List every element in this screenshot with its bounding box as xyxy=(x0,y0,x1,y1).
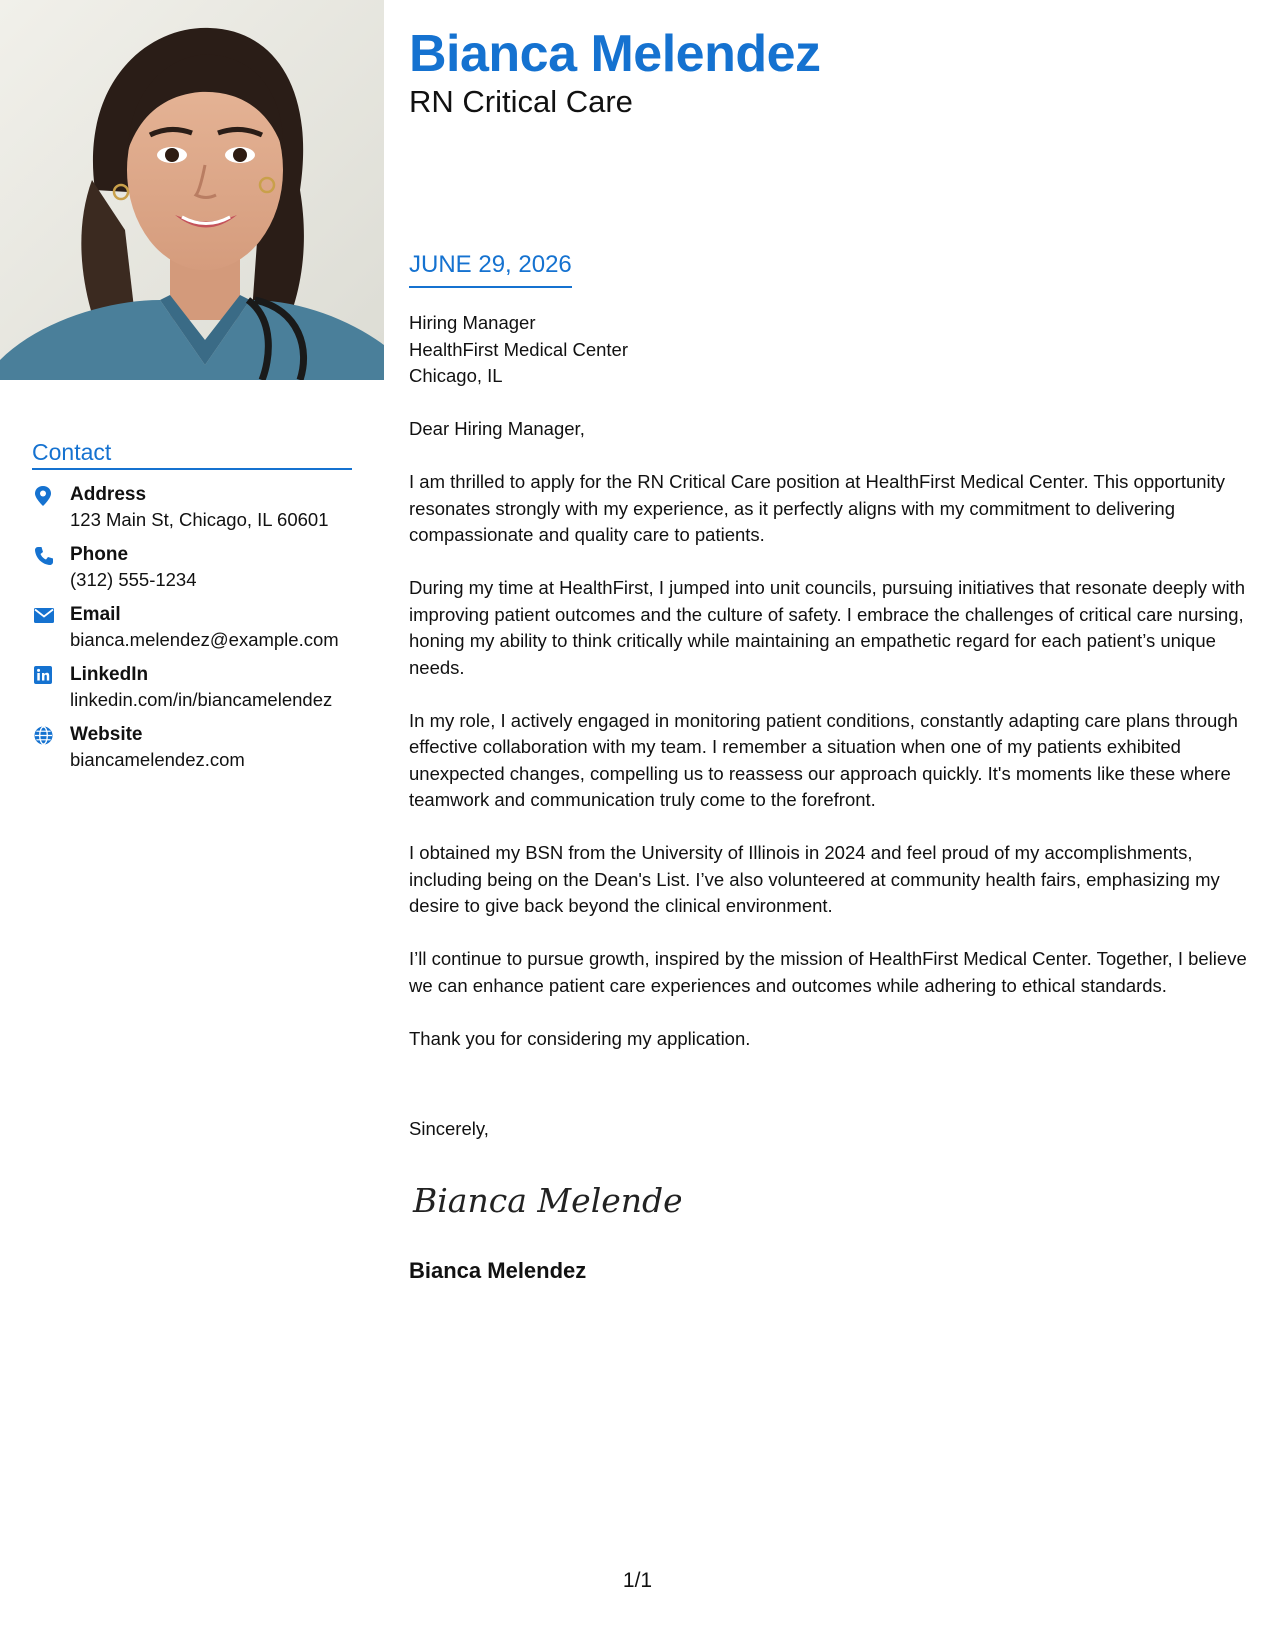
handwritten-signature xyxy=(411,1174,681,1226)
website-link[interactable]: biancamelendez.com xyxy=(70,749,245,770)
applicant-role: RN Critical Care xyxy=(409,84,633,119)
profile-photo xyxy=(0,0,384,380)
contact-label: Email xyxy=(70,604,121,625)
contact-item-phone xyxy=(32,543,352,592)
body-paragraph: Thank you for considering my application. xyxy=(409,1027,751,1049)
contact-label: Address xyxy=(70,484,147,505)
greeting: Dear Hiring Manager, xyxy=(409,418,585,439)
linkedin-icon xyxy=(32,663,70,712)
phone-value[interactable]: (312) 555-1234 xyxy=(70,569,197,590)
contact-label: Phone xyxy=(70,544,129,565)
letter-body xyxy=(409,416,1255,1079)
contact-item-linkedin xyxy=(32,663,352,712)
applicant-name: Bianca Melendez xyxy=(409,25,821,83)
body-paragraph: During my time at HealthFirst, I jumped into unit councils, pursuing initiatives that resonate deeply with improving patient outcomes and the culture of safety. I embrace the challenges of critical care nursing, honing my ability to think critically while maintaining an empathetic regard for each patient’s unique needs. xyxy=(409,577,1245,678)
contact-list xyxy=(32,483,352,772)
portrait-image xyxy=(0,0,384,380)
contact-label: Website xyxy=(70,724,143,745)
linkedin-link[interactable]: linkedin.com/in/biancamelendez xyxy=(70,689,333,710)
recipient-line: Hiring Manager xyxy=(409,312,536,333)
address-value: 123 Main St, Chicago, IL 60601 xyxy=(70,509,329,530)
body-paragraph: I am thrilled to apply for the RN Critical Care position at HealthFirst Medical Center. This opportunity resonates strongly with my experience, as it perfectly aligns with my commitment to delivering compassionate and quality care to patients. xyxy=(409,471,1226,545)
recipient-line: HealthFirst Medical Center xyxy=(409,338,628,360)
signed-name: Bianca Melendez xyxy=(409,1258,587,1283)
recipient-line: Chicago, IL xyxy=(409,365,503,386)
envelope-icon xyxy=(32,603,70,652)
phone-icon xyxy=(32,543,70,592)
contact-item-address xyxy=(32,483,352,532)
map-pin-icon xyxy=(32,483,70,532)
body-paragraph: I’ll continue to pursue growth, inspired by the mission of HealthFirst Medical Center. Together, I believe we can enhance patient care experiences and outcomes while adhering to ethical standards. xyxy=(409,948,1247,996)
contact-label: LinkedIn xyxy=(70,664,149,685)
body-paragraph: I obtained my BSN from the University of Illinois in 2024 and feel proud of my accomplishments, including being on the Dean's List. I’ve also volunteered at community health fairs, emphasizing my desire to give back beyond the clinical environment. xyxy=(409,842,1220,916)
closing: Sincerely, xyxy=(409,1118,489,1139)
recipient-block xyxy=(409,310,628,390)
contact-heading: Contact xyxy=(32,438,352,470)
body-paragraph: In my role, I actively engaged in monitoring patient conditions, constantly adapting care plans through effective collaboration with my team. I remember a situation when one of my patients exhibited unexpected changes, compelling us to reassess our approach quickly. It's moments like these where teamwork and communication truly come to the forefront. xyxy=(409,709,1238,810)
contact-sidebar xyxy=(32,438,352,783)
contact-item-email xyxy=(32,603,352,652)
email-link[interactable]: bianca.melendez@example.com xyxy=(70,629,339,650)
page-number: 1/1 xyxy=(622,1569,653,1592)
globe-icon xyxy=(32,723,70,772)
letter-main xyxy=(409,24,1255,1283)
letter-date: JUNE 29, 2026 xyxy=(409,250,572,288)
contact-item-website xyxy=(32,723,352,772)
signature-text: Bianca Melendez xyxy=(413,1181,681,1220)
